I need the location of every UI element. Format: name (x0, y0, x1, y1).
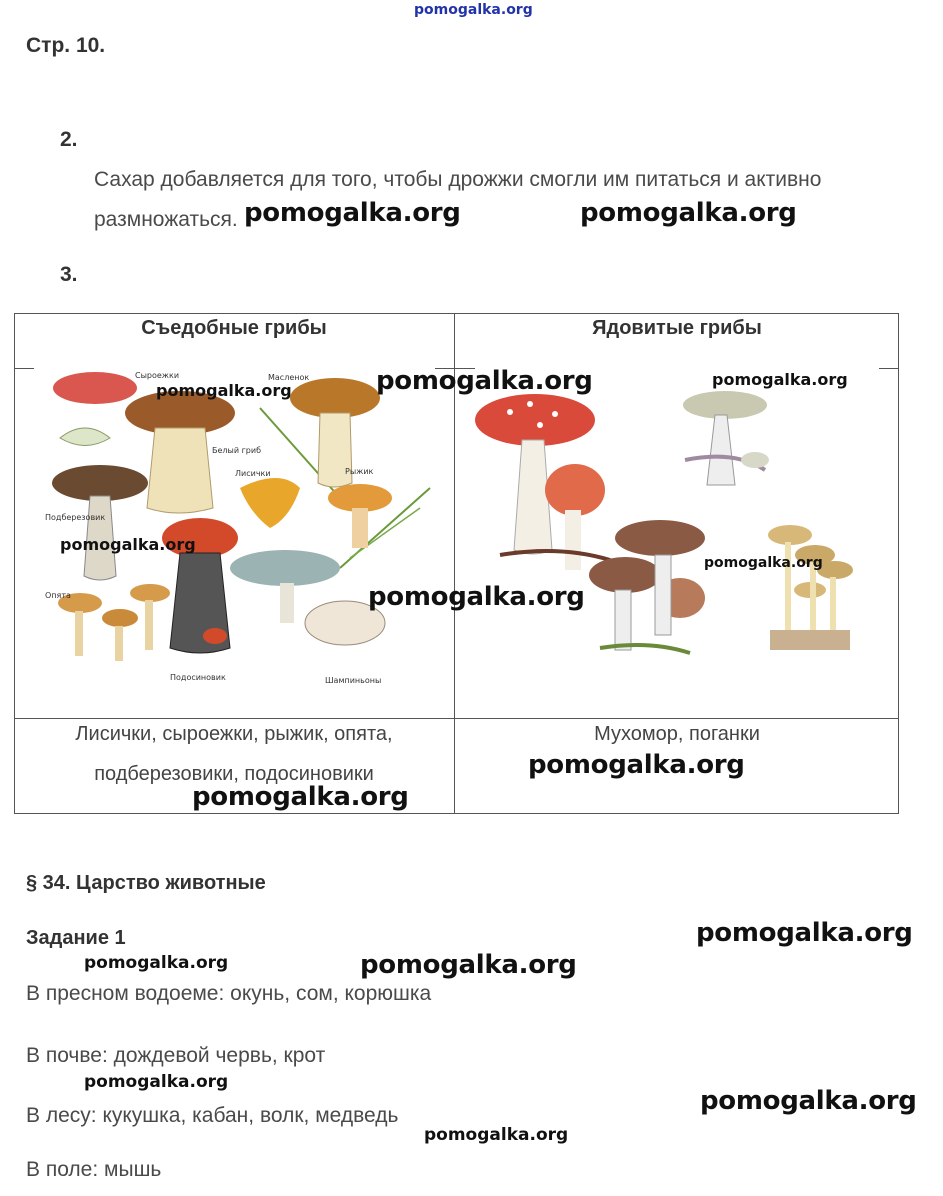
task3-number: 3. (60, 263, 78, 286)
top-watermark[interactable]: pomogalka.org (414, 2, 533, 18)
watermark: pomogalka.org (580, 198, 797, 228)
watermark: pomogalka.org (192, 782, 409, 812)
section-title: § 34. Царство животные (26, 872, 266, 894)
poisonous-answer: Мухомор, поганки (594, 723, 760, 745)
edible-header: Съедобные грибы (141, 317, 327, 339)
watermark: pomogalka.org (360, 950, 577, 980)
task2-line1: Сахар добавляется для того, чтобы дрожжи смогли им питаться и активно (94, 168, 822, 191)
watermark: pomogalka.org (60, 535, 196, 554)
watermark: pomogalka.org (424, 1125, 569, 1145)
caption-honey: Опята (45, 591, 71, 600)
table-tick-left (14, 368, 34, 369)
task2-number: 2. (60, 128, 78, 151)
answer-item-4: В поле: мышь (26, 1158, 162, 1181)
answer-item-3: В лесу: кукушка, кабан, волк, медведь (26, 1104, 399, 1127)
watermark: pomogalka.org (84, 1072, 229, 1092)
edible-mushrooms-illustration (40, 368, 440, 688)
caption-birch: Подберезовик (45, 513, 106, 522)
watermark: pomogalka.org (712, 370, 848, 389)
caption-russula: Сыроежки (135, 371, 180, 380)
caption-chanterelle: Лисички (235, 469, 271, 478)
answer-item-1: В пресном водоеме: окунь, сом, корюшка (26, 982, 432, 1005)
edible-answer-line1: Лисички, сыроежки, рыжик, опята, (75, 723, 393, 745)
watermark: pomogalka.org (156, 381, 292, 400)
poisonous-header: Ядовитые грибы (592, 317, 762, 339)
watermark: pomogalka.org (376, 366, 593, 396)
watermark: pomogalka.org (704, 555, 823, 571)
watermark: pomogalka.org (528, 750, 745, 780)
caption-aspen: Подосиновик (170, 673, 226, 682)
watermark: pomogalka.org (700, 1086, 917, 1116)
table-tick-right (879, 368, 899, 369)
watermark: pomogalka.org (696, 918, 913, 948)
edible-answer-line2: подберезовики, подосиновики (94, 763, 374, 785)
task-title: Задание 1 (26, 927, 126, 949)
caption-saffron: Рыжик (345, 467, 374, 476)
caption-butter: Масленок (268, 373, 310, 382)
caption-porcini: Белый гриб (212, 446, 261, 455)
page-reference: Стр. 10. (26, 34, 106, 57)
russula-cap (53, 372, 137, 404)
watermark: pomogalka.org (244, 198, 461, 228)
task2-line2: размножаться. (94, 208, 238, 231)
caption-champignon: Шампиньоны (325, 676, 382, 685)
watermark: pomogalka.org (84, 953, 229, 973)
poisonous-mushrooms-illustration (470, 380, 880, 670)
answer-item-2: В почве: дождевой червь, крот (26, 1044, 326, 1067)
watermark: pomogalka.org (368, 582, 585, 612)
